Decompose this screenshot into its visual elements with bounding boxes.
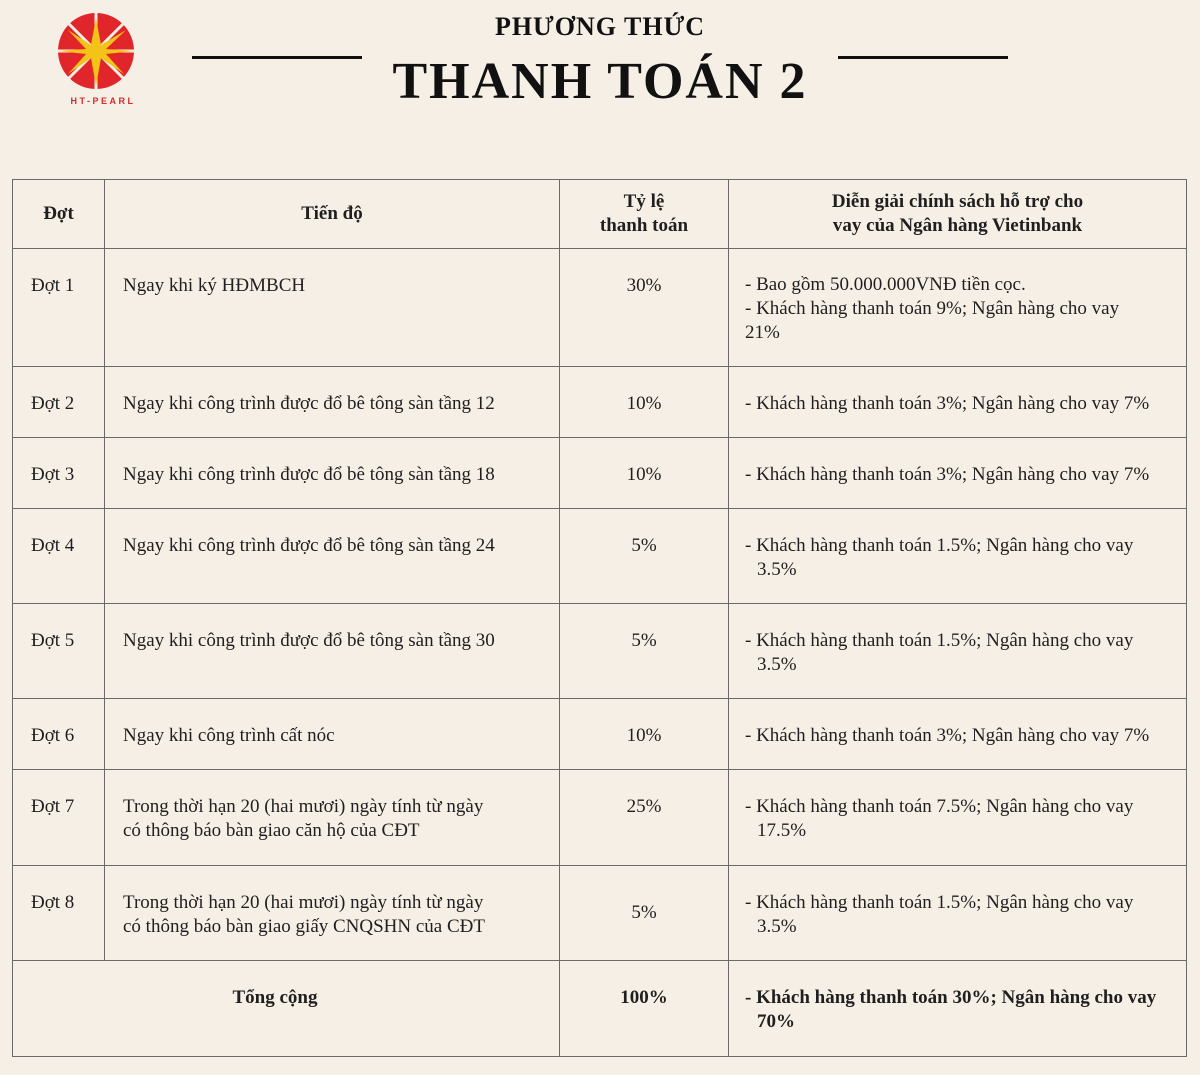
cell-dien-giai <box>729 367 1187 438</box>
tien-do-line: Trong thời hạn 20 (hai mươi) ngày tính từ ngày <box>123 892 484 913</box>
header-tien-do: Tiến độ <box>105 180 560 249</box>
dien-giai-line: - Khách hàng thanh toán 7.5%; Ngân hàng cho vay <box>745 796 1134 817</box>
cell-dien-giai <box>729 699 1187 770</box>
dien-giai-line: - Khách hàng thanh toán 9%; Ngân hàng cho vay <box>745 298 1120 319</box>
header-ty-le <box>560 180 729 249</box>
cell-tien-do <box>105 438 560 509</box>
cell-ty-le: 10% <box>560 367 729 438</box>
dien-giai-line: - Khách hàng thanh toán 1.5%; Ngân hàng cho vay <box>745 630 1134 651</box>
cell-dot: Đợt 5 <box>13 604 105 699</box>
cell-dot: Đợt 2 <box>13 367 105 438</box>
tien-do-line: Ngay khi công trình cất nóc <box>123 725 335 746</box>
tien-do-line: Trong thời hạn 20 (hai mươi) ngày tính từ ngày <box>123 796 484 817</box>
cell-tien-do <box>105 509 560 604</box>
table-header-row <box>13 180 1187 249</box>
cell-dot: Đợt 7 <box>13 770 105 866</box>
cell-dien-giai <box>729 438 1187 509</box>
cell-ty-le: 30% <box>560 249 729 367</box>
cell-tien-do <box>105 604 560 699</box>
tien-do-line: có thông báo bàn giao căn hộ của CĐT <box>123 820 420 841</box>
table-row <box>13 604 1187 699</box>
cell-dot: Đợt 1 <box>13 249 105 367</box>
table-row <box>13 367 1187 438</box>
dien-giai-line: 3.5% <box>757 654 797 675</box>
header-ty-le-line2: thanh toán <box>599 215 689 236</box>
table-row <box>13 770 1187 866</box>
dien-giai-line: 3.5% <box>757 916 797 937</box>
dien-giai-line: 70% <box>757 1011 795 1032</box>
cell-tien-do <box>105 770 560 866</box>
header-dien-giai-line2: vay của Ngân hàng Vietinbank <box>832 215 1083 236</box>
cell-dot: Đợt 3 <box>13 438 105 509</box>
cell-ty-le: 5% <box>560 509 729 604</box>
header-dien-giai-line1: Diễn giải chính sách hỗ trợ cho <box>831 191 1084 212</box>
cell-dot: Đợt 8 <box>13 866 105 961</box>
total-label: Tổng cộng <box>13 961 560 1057</box>
table-row <box>13 438 1187 509</box>
cell-ty-le: 5% <box>560 866 729 961</box>
dien-giai-line: - Khách hàng thanh toán 30%; Ngân hàng cho vay <box>745 987 1157 1008</box>
page-title: THANH TOÁN 2 <box>392 53 808 110</box>
tien-do-line: Ngay khi công trình được đổ bê tông sàn tầng 18 <box>123 464 495 485</box>
tien-do-line: có thông báo bàn giao giấy CNQSHN của CĐT <box>123 916 485 937</box>
cell-dien-giai <box>729 770 1187 866</box>
page-subtitle: PHƯƠNG THỨC <box>494 12 706 41</box>
cell-dien-giai <box>729 604 1187 699</box>
logo-text: HT-PEARL <box>70 96 136 106</box>
table-row <box>13 866 1187 961</box>
dien-giai-line: - Khách hàng thanh toán 3%; Ngân hàng cho vay 7% <box>745 725 1150 746</box>
table-row <box>13 249 1187 367</box>
header-dot: Đợt <box>13 180 105 249</box>
cell-dot: Đợt 6 <box>13 699 105 770</box>
cell-ty-le: 10% <box>560 438 729 509</box>
header-dien-giai <box>729 180 1187 249</box>
cell-ty-le: 5% <box>560 604 729 699</box>
cell-dien-giai <box>729 249 1187 367</box>
total-dien-giai <box>729 961 1187 1057</box>
dien-giai-line: - Khách hàng thanh toán 1.5%; Ngân hàng cho vay <box>745 535 1134 556</box>
dien-giai-line: - Bao gồm 50.000.000VNĐ tiền cọc. <box>745 274 1026 295</box>
tien-do-line: Ngay khi công trình được đổ bê tông sàn tầng 12 <box>123 393 495 414</box>
table-total-row <box>13 961 1187 1057</box>
table-row <box>13 699 1187 770</box>
dien-giai-line: 21% <box>745 322 780 343</box>
header-ty-le-line1: Tỷ lệ <box>623 191 665 212</box>
dien-giai-line: - Khách hàng thanh toán 1.5%; Ngân hàng cho vay <box>745 892 1134 913</box>
dien-giai-line: 17.5% <box>757 820 807 841</box>
table-row <box>13 509 1187 604</box>
cell-dien-giai <box>729 866 1187 961</box>
cell-tien-do <box>105 249 560 367</box>
total-ty-le: 100% <box>560 961 729 1057</box>
cell-tien-do <box>105 699 560 770</box>
cell-tien-do <box>105 367 560 438</box>
tien-do-line: Ngay khi ký HĐMBCH <box>123 275 306 296</box>
dien-giai-line: - Khách hàng thanh toán 3%; Ngân hàng cho vay 7% <box>745 464 1150 485</box>
cell-ty-le: 10% <box>560 699 729 770</box>
dien-giai-line: 3.5% <box>757 559 797 580</box>
payment-schedule-table <box>12 179 1187 1057</box>
cell-ty-le: 25% <box>560 770 729 866</box>
cell-dien-giai <box>729 509 1187 604</box>
dien-giai-line: - Khách hàng thanh toán 3%; Ngân hàng cho vay 7% <box>745 393 1150 414</box>
tien-do-line: Ngay khi công trình được đổ bê tông sàn tầng 30 <box>123 630 495 651</box>
cell-tien-do <box>105 866 560 961</box>
tien-do-line: Ngay khi công trình được đổ bê tông sàn tầng 24 <box>123 535 495 556</box>
cell-dot: Đợt 4 <box>13 509 105 604</box>
